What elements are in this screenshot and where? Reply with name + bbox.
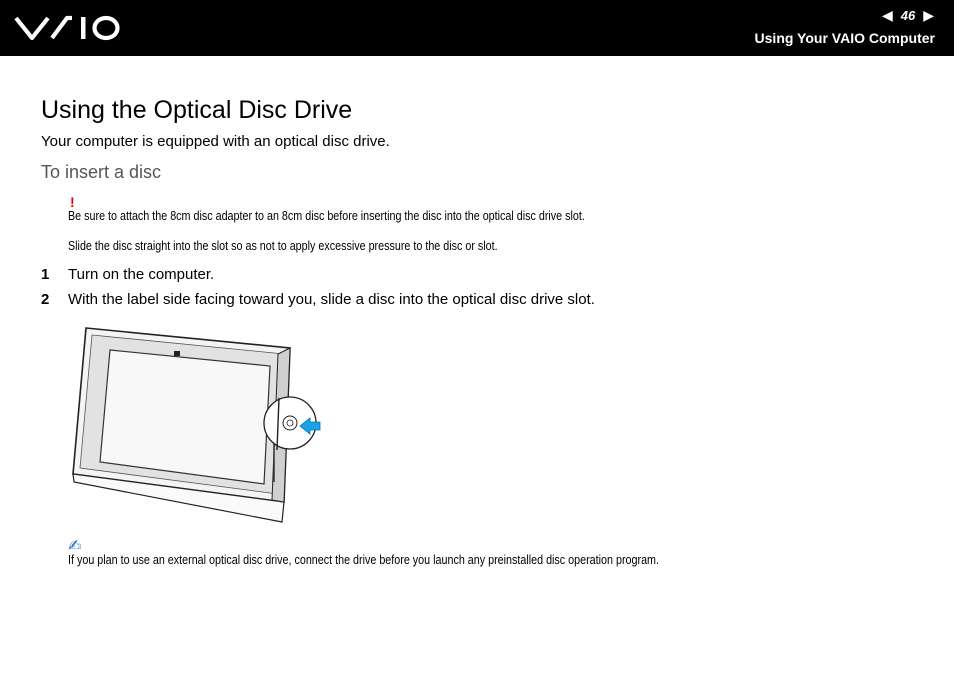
- next-page-icon[interactable]: ▶: [923, 7, 934, 23]
- vaio-logo: [14, 14, 120, 47]
- warning-text-1: Be sure to attach the 8cm disc adapter to an 8cm disc before inserting the disc into the optical disc drive slot.: [68, 209, 585, 223]
- page-number: 46: [900, 7, 916, 23]
- step-text-1: Turn on the computer.: [68, 266, 215, 283]
- page-title: Using the Optical Disc Drive: [41, 96, 353, 124]
- procedure-heading: To insert a disc: [41, 162, 162, 182]
- disc-insertion-illustration: [70, 322, 330, 533]
- step-text-2: With the label side facing toward you, slide a disc into the optical disc drive slot.: [68, 291, 595, 308]
- page-navigation: [882, 7, 934, 23]
- warning-icon: !: [70, 194, 75, 210]
- section-title: Using Your VAIO Computer: [754, 30, 935, 46]
- pencil-note-icon: ✍: [68, 538, 82, 555]
- note-text: If you plan to use an external optical disc drive, connect the drive before you launch any preinstalled disc operation program.: [68, 553, 660, 567]
- warning-text-2: Slide the disc straight into the slot so as not to apply excessive pressure to the disc or slot.: [68, 239, 498, 253]
- previous-page-icon[interactable]: ◀: [881, 7, 893, 23]
- intro-text: Your computer is equipped with an optical disc drive.: [41, 133, 390, 150]
- header-bar: [0, 0, 954, 56]
- step-number-1: 1: [41, 266, 50, 283]
- step-number-2: 2: [41, 291, 50, 308]
